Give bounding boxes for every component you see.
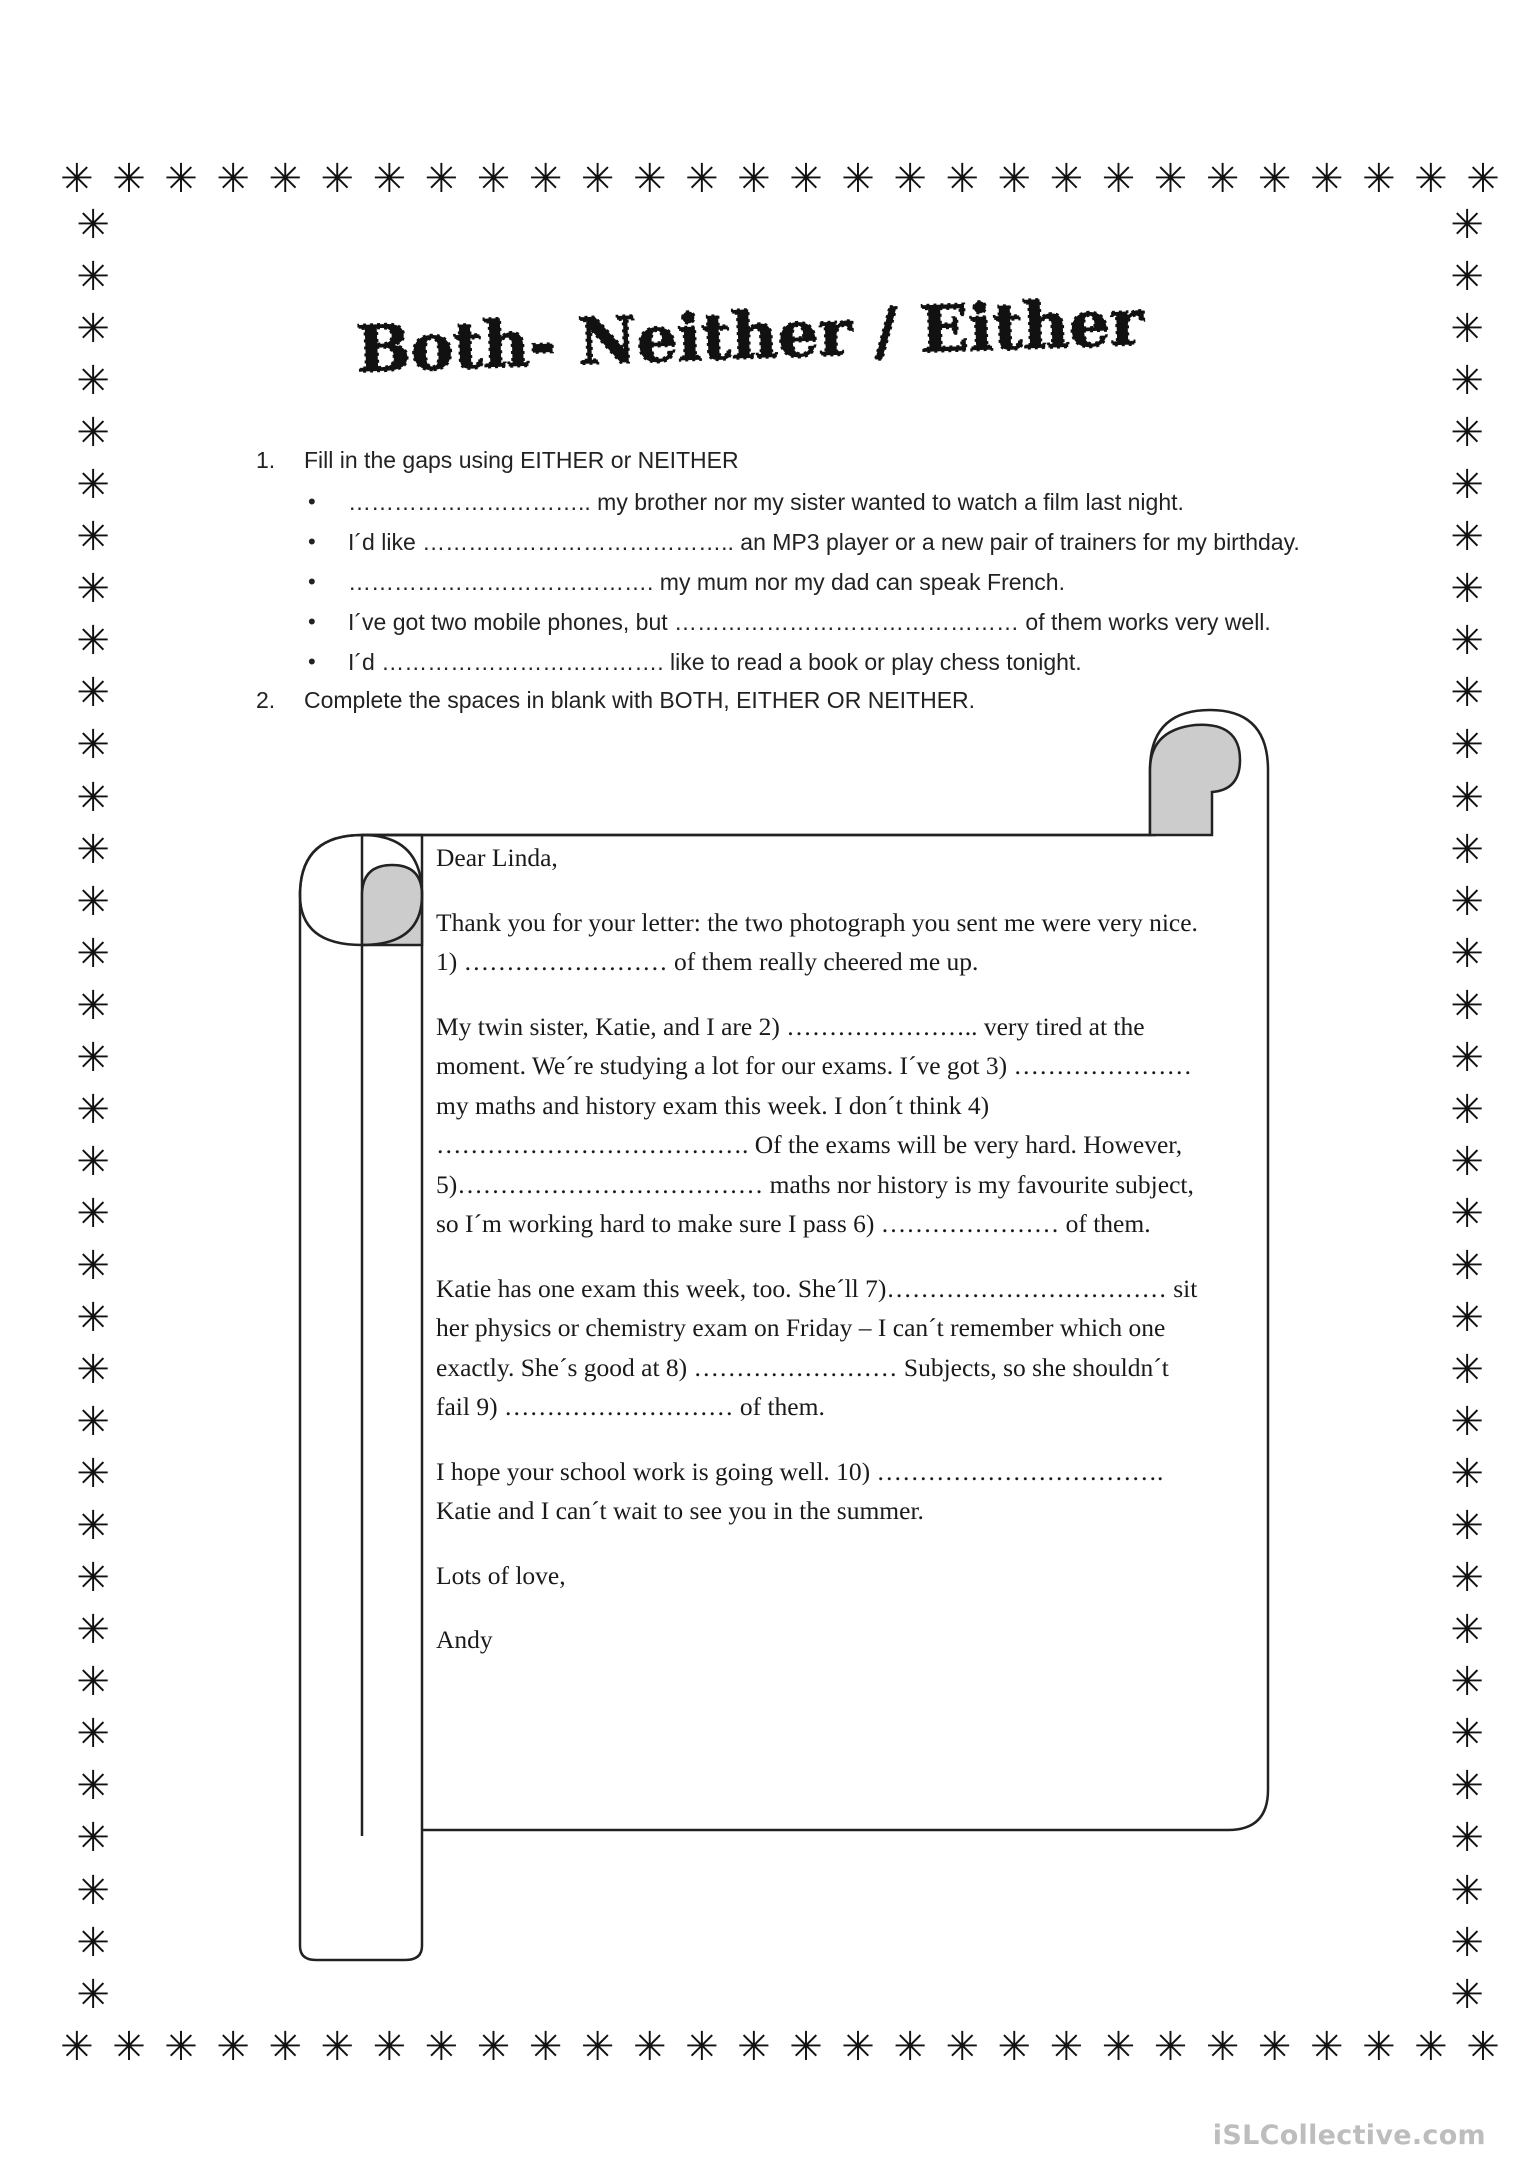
exercise-1-item: • I´d like ………………………………….. an MP3 player or a new pair of trainers for my birthday. <box>240 522 1300 562</box>
exercise-2-number: 2. <box>256 687 276 713</box>
asterisk-flower-icon: ✳ <box>76 982 110 1029</box>
asterisk-flower-icon: ✳ <box>164 156 198 202</box>
asterisk-flower-icon: ✳ <box>1450 982 1484 1029</box>
asterisk-flower-icon: ✳ <box>1257 156 1292 202</box>
asterisk-flower-icon: ✳ <box>1450 566 1484 613</box>
asterisk-flower-icon: ✳ <box>1450 1138 1484 1185</box>
asterisk-flower-icon: ✳ <box>76 1503 110 1550</box>
asterisk-flower-icon: ✳ <box>76 566 110 613</box>
asterisk-flower-icon: ✳ <box>76 514 110 561</box>
asterisk-flower-icon: ✳ <box>1049 2024 1083 2070</box>
asterisk-flower-icon: ✳ <box>76 1555 110 1602</box>
letter-greeting: Dear Linda, <box>436 843 558 872</box>
asterisk-flower-icon: ✳ <box>1450 670 1484 717</box>
asterisk-flower-icon: ✳ <box>632 156 667 202</box>
exercise-1-instruction: Fill in the gaps using EITHER or NEITHER <box>304 447 739 473</box>
asterisk-flower-icon: ✳ <box>789 2024 823 2070</box>
letter-closing: Lots of love, <box>436 1560 566 1590</box>
letter-body <box>436 838 1206 1685</box>
asterisk-flower-icon: ✳ <box>76 1242 110 1289</box>
asterisk-flower-icon: ✳ <box>76 1867 110 1914</box>
asterisk-flower-icon: ✳ <box>1450 1086 1484 1133</box>
asterisk-flower-icon: ✳ <box>1450 878 1484 925</box>
asterisk-flower-icon: ✳ <box>76 930 110 977</box>
asterisk-flower-icon: ✳ <box>841 156 875 202</box>
asterisk-flower-icon: ✳ <box>76 1086 110 1133</box>
asterisk-flower-icon: ✳ <box>216 2024 250 2070</box>
asterisk-flower-icon: ✳ <box>1153 2024 1188 2070</box>
asterisk-flower-icon: ✳ <box>76 1451 110 1498</box>
asterisk-flower-icon: ✳ <box>476 2024 511 2070</box>
asterisk-flower-icon: ✳ <box>1257 2024 1292 2070</box>
asterisk-flower-icon: ✳ <box>1049 156 1083 202</box>
asterisk-flower-icon: ✳ <box>1450 1503 1484 1550</box>
asterisk-flower-icon: ✳ <box>76 306 110 353</box>
asterisk-flower-icon: ✳ <box>1450 1347 1484 1394</box>
asterisk-flower-icon: ✳ <box>1466 2024 1500 2070</box>
asterisk-flower-icon: ✳ <box>60 156 94 202</box>
asterisk-flower-icon: ✳ <box>1450 410 1484 457</box>
asterisk-flower-icon: ✳ <box>1450 618 1484 665</box>
asterisk-flower-icon: ✳ <box>1450 1034 1484 1081</box>
asterisk-flower-icon: ✳ <box>945 2024 979 2070</box>
letter-paragraph: Thank you for your letter: the two photograph you sent me were very nice. 1) …………………… of them really cheered me up. <box>436 907 1198 976</box>
asterisk-flower-icon: ✳ <box>1450 722 1484 769</box>
letter-paragraph: Katie has one exam this week, too. She´ll 7)…………………………… sit her physics or chemistry exam on Friday – I can´t remember which one exactly. She´s good at 8) …………………… Subjects, so she shouldn´t fail 9) ……………………… of them. <box>436 1273 1198 1421</box>
asterisk-flower-icon: ✳ <box>76 1659 110 1706</box>
asterisk-flower-icon: ✳ <box>76 1190 110 1237</box>
asterisk-flower-icon: ✳ <box>1450 306 1484 353</box>
asterisk-flower-icon: ✳ <box>1450 1294 1484 1341</box>
asterisk-flower-icon: ✳ <box>76 254 110 301</box>
asterisk-flower-icon: ✳ <box>1450 1919 1484 1966</box>
asterisk-flower-icon: ✳ <box>76 618 110 665</box>
asterisk-flower-icon: ✳ <box>1450 1815 1484 1862</box>
asterisk-flower-icon: ✳ <box>1450 1607 1484 1654</box>
asterisk-flower-icon: ✳ <box>1450 1867 1484 1914</box>
asterisk-flower-icon: ✳ <box>76 826 110 873</box>
asterisk-flower-icon: ✳ <box>1450 462 1484 509</box>
asterisk-flower-icon: ✳ <box>1153 156 1188 202</box>
asterisk-flower-icon: ✳ <box>1450 826 1484 873</box>
asterisk-flower-icon: ✳ <box>372 156 406 202</box>
asterisk-flower-icon: ✳ <box>789 156 823 202</box>
asterisk-flower-icon: ✳ <box>1205 156 1240 202</box>
asterisk-flower-icon: ✳ <box>1450 1711 1484 1758</box>
asterisk-flower-icon: ✳ <box>76 1763 110 1810</box>
asterisk-flower-icon: ✳ <box>528 156 563 202</box>
asterisk-flower-icon: ✳ <box>1205 2024 1240 2070</box>
asterisk-flower-icon: ✳ <box>320 2024 354 2070</box>
asterisk-flower-icon: ✳ <box>945 156 979 202</box>
asterisk-flower-icon: ✳ <box>424 2024 459 2070</box>
asterisk-flower-icon: ✳ <box>76 205 110 248</box>
exercise-2-instruction: Complete the spaces in blank with BOTH, EITHER OR NEITHER. <box>304 687 976 713</box>
exercise-1-item: • I´d ………………………………. like to read a book or play chess tonight. <box>240 642 1300 682</box>
asterisk-flower-icon: ✳ <box>76 1294 110 1341</box>
asterisk-flower-icon: ✳ <box>684 156 719 202</box>
asterisk-flower-icon: ✳ <box>112 156 146 202</box>
asterisk-flower-icon: ✳ <box>1450 358 1484 405</box>
asterisk-flower-icon: ✳ <box>1450 1190 1484 1237</box>
asterisk-flower-icon: ✳ <box>76 774 110 821</box>
asterisk-flower-icon: ✳ <box>580 156 615 202</box>
exercise-1-item: • …………………………………. my mum nor my dad can speak French. <box>240 562 1300 602</box>
asterisk-flower-icon: ✳ <box>476 156 511 202</box>
asterisk-flower-icon: ✳ <box>893 156 927 202</box>
asterisk-flower-icon: ✳ <box>76 462 110 509</box>
asterisk-flower-icon: ✳ <box>1309 156 1344 202</box>
scroll-curl-left-shading <box>362 865 422 945</box>
asterisk-flower-icon: ✳ <box>1414 156 1448 202</box>
asterisk-flower-icon: ✳ <box>528 2024 563 2070</box>
asterisk-flower-icon: ✳ <box>1309 2024 1344 2070</box>
exercise-1-number: 1. <box>256 447 276 473</box>
asterisk-flower-icon: ✳ <box>1450 254 1484 301</box>
asterisk-flower-icon: ✳ <box>76 410 110 457</box>
asterisk-flower-icon: ✳ <box>76 1034 110 1081</box>
asterisk-flower-icon: ✳ <box>632 2024 667 2070</box>
letter-signature: Andy <box>436 1625 493 1654</box>
asterisk-flower-icon: ✳ <box>1450 774 1484 821</box>
asterisk-flower-icon: ✳ <box>372 2024 406 2070</box>
asterisk-flower-icon: ✳ <box>216 156 250 202</box>
asterisk-flower-icon: ✳ <box>76 722 110 769</box>
asterisk-flower-icon: ✳ <box>1450 1399 1484 1446</box>
exercise-1-item: • ………………………….. my brother nor my sister wanted to watch a film last night. <box>240 482 1300 522</box>
asterisk-flower-icon: ✳ <box>997 2024 1031 2070</box>
asterisk-flower-icon: ✳ <box>76 1919 110 1966</box>
asterisk-flower-icon: ✳ <box>268 2024 302 2070</box>
asterisk-flower-icon: ✳ <box>1101 156 1136 202</box>
asterisk-flower-icon: ✳ <box>1450 1451 1484 1498</box>
asterisk-flower-icon: ✳ <box>76 1971 110 2015</box>
title-text: Both- Neither / Either <box>355 285 1145 388</box>
asterisk-flower-icon: ✳ <box>1101 2024 1136 2070</box>
asterisk-flower-icon: ✳ <box>997 156 1031 202</box>
asterisk-flower-icon: ✳ <box>76 878 110 925</box>
asterisk-flower-icon: ✳ <box>893 2024 927 2070</box>
scroll-top-curl-shading <box>1150 725 1240 835</box>
asterisk-flower-icon: ✳ <box>76 1815 110 1862</box>
asterisk-flower-icon: ✳ <box>424 156 459 202</box>
asterisk-flower-icon: ✳ <box>76 1138 110 1185</box>
watermark: iSLCollective.com <box>1212 2120 1486 2151</box>
asterisk-flower-icon: ✳ <box>1450 205 1484 248</box>
asterisk-flower-icon: ✳ <box>60 2024 94 2070</box>
letter-paragraph: I hope your school work is going well. 10) ……………………………. Katie and I can´t wait to see you in the summer. <box>436 1456 1164 1525</box>
asterisk-flower-icon: ✳ <box>737 156 771 202</box>
asterisk-flower-icon: ✳ <box>112 2024 146 2070</box>
exercise-1-item: • I´ve got two mobile phones, but ……………………………………… of them works very well. <box>240 602 1300 642</box>
asterisk-flower-icon: ✳ <box>1361 2024 1396 2070</box>
asterisk-flower-icon: ✳ <box>684 2024 719 2070</box>
asterisk-flower-icon: ✳ <box>164 2024 198 2070</box>
asterisk-flower-icon: ✳ <box>76 1347 110 1394</box>
asterisk-flower-icon: ✳ <box>76 1399 110 1446</box>
asterisk-flower-icon: ✳ <box>1450 1971 1484 2015</box>
asterisk-flower-icon: ✳ <box>737 2024 771 2070</box>
asterisk-flower-icon: ✳ <box>1450 514 1484 561</box>
asterisk-flower-icon: ✳ <box>76 670 110 717</box>
asterisk-flower-icon: ✳ <box>1414 2024 1448 2070</box>
asterisk-flower-icon: ✳ <box>1450 1659 1484 1706</box>
asterisk-flower-icon: ✳ <box>1450 1242 1484 1289</box>
asterisk-flower-icon: ✳ <box>76 1607 110 1654</box>
asterisk-flower-icon: ✳ <box>1450 930 1484 977</box>
asterisk-flower-icon: ✳ <box>320 156 354 202</box>
asterisk-flower-icon: ✳ <box>268 156 302 202</box>
asterisk-flower-icon: ✳ <box>76 358 110 405</box>
asterisk-flower-icon: ✳ <box>1450 1555 1484 1602</box>
asterisk-flower-icon: ✳ <box>1450 1763 1484 1810</box>
asterisk-flower-icon: ✳ <box>76 1711 110 1758</box>
asterisk-flower-icon: ✳ <box>1361 156 1396 202</box>
asterisk-flower-icon: ✳ <box>580 2024 615 2070</box>
letter-paragraph: My twin sister, Katie, and I are 2) ………………….. very tired at the moment. We´re studying a lot for our exams. I´ve got 3) ………………… my maths and history exam this week. I don´t think 4) ………………………………. Of the exams will be very hard. However, 5)……………………………… maths nor history is my favourite subject, so I´m working hard to make sure I pass 6) ………………… of them. <box>436 1011 1194 1238</box>
asterisk-flower-icon: ✳ <box>1466 156 1500 202</box>
asterisk-flower-icon: ✳ <box>841 2024 875 2070</box>
